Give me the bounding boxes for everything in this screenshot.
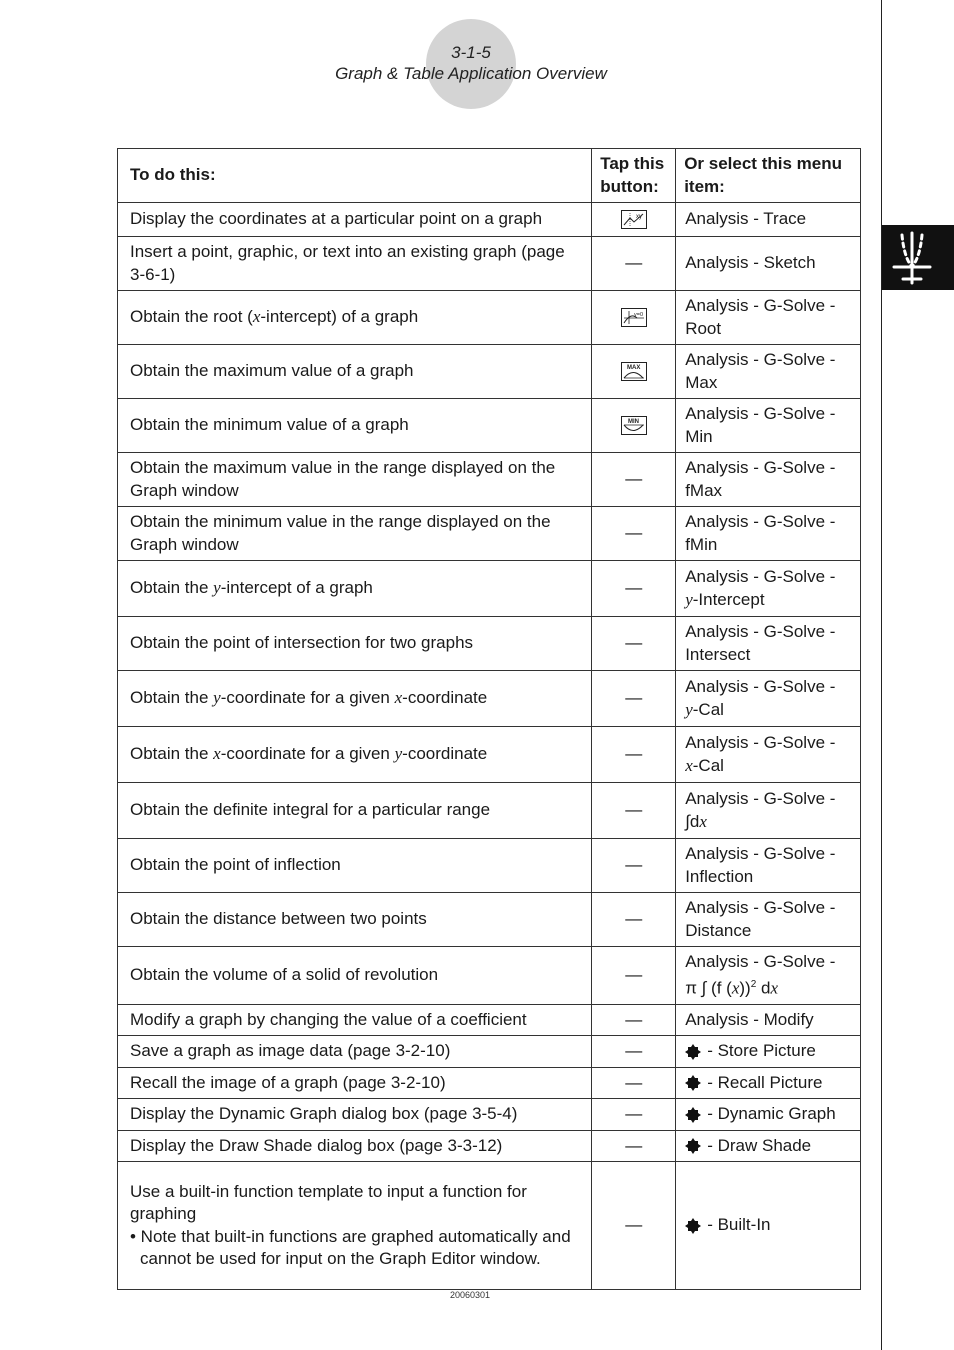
task-cell (118, 561, 592, 617)
menu-text: -Cal (692, 699, 724, 719)
menu-diamond-icon (685, 1075, 701, 1091)
table-row (118, 1004, 861, 1036)
menu-text: -Cal (692, 755, 724, 775)
task-text: Obtain the (130, 688, 214, 708)
task-cell: Obtain the distance between two points (118, 893, 592, 947)
menu-var: y (685, 699, 693, 719)
task-cell (118, 727, 592, 783)
menu-var: y (685, 589, 693, 609)
task-cell: Insert a point, graphic, or text into an existing graph (page 3-6-1) (118, 237, 592, 291)
task-cell: Obtain the volume of a solid of revolution (118, 947, 592, 1005)
task-text: Obtain the (130, 744, 214, 764)
table-row (118, 399, 861, 453)
table-row (118, 561, 861, 617)
task-text: -coordinate (402, 744, 488, 764)
menu-text: - Recall Picture (707, 1072, 823, 1092)
task-cell (118, 291, 592, 345)
task-text: Obtain the root ( (130, 307, 253, 327)
task-text: -coordinate (402, 688, 488, 708)
task-cell (118, 671, 592, 727)
button-cell (592, 345, 676, 399)
task-text: -coordinate for a given (220, 744, 395, 764)
menu-var: x (731, 978, 740, 998)
menu-diamond-icon (685, 1107, 701, 1123)
menu-cell: Analysis - G-Solve - fMax (676, 453, 861, 507)
menu-cell: Analysis - G-Solve - Distance (676, 893, 861, 947)
button-cell: — (592, 839, 676, 893)
footer-code: 20060301 (449, 1290, 491, 1300)
button-cell: — (592, 237, 676, 291)
menu-var: x (699, 811, 707, 831)
table-header-row (118, 149, 861, 203)
button-cell: — (592, 1067, 676, 1099)
menu-text: Analysis - G-Solve - (685, 567, 836, 586)
menu-formula (685, 974, 852, 1000)
button-cell: — (592, 1130, 676, 1162)
menu-diamond-icon (685, 1044, 701, 1060)
page-title: Graph & Table Application Overview (335, 64, 607, 83)
menu-cell (676, 783, 861, 839)
menu-text: Analysis - G-Solve - ∫d (685, 789, 836, 831)
table-row (118, 727, 861, 783)
button-cell (592, 399, 676, 453)
button-cell: — (592, 1036, 676, 1068)
button-cell: — (592, 1004, 676, 1036)
chapter-side-tab (882, 225, 954, 290)
table-row (118, 237, 861, 291)
table-row (118, 1130, 861, 1162)
task-cell: Obtain the definite integral for a particular range (118, 783, 592, 839)
table-row (118, 839, 861, 893)
menu-cell (676, 1099, 861, 1131)
task-text: -intercept of a graph (220, 578, 373, 598)
menu-cell: Analysis - G-Solve - Intersect (676, 617, 861, 671)
table-row (118, 947, 861, 1005)
menu-cell (676, 727, 861, 783)
table-row (118, 1162, 861, 1290)
task-cell: Save a graph as image data (page 3-2-10) (118, 1036, 592, 1068)
button-cell: — (592, 947, 676, 1005)
menu-text: -Intercept (692, 589, 765, 609)
task-text: Obtain the (130, 578, 214, 598)
menu-cell: Analysis - G-Solve - Max (676, 345, 861, 399)
menu-cell (676, 671, 861, 727)
button-cell (592, 291, 676, 345)
menu-cell (676, 1067, 861, 1099)
menu-diamond-icon (685, 1138, 701, 1154)
button-cell: — (592, 507, 676, 561)
task-note: • Note that built-in functions are graphed automatically and cannot be used for input on the Graph Editor window. (130, 1226, 571, 1269)
task-text: -intercept) of a graph (260, 307, 419, 327)
menu-text: )) (739, 978, 751, 998)
table-row (118, 291, 861, 345)
table-row (118, 671, 861, 727)
table-row (118, 453, 861, 507)
menu-cell: Analysis - G-Solve - Min (676, 399, 861, 453)
button-cell: — (592, 1099, 676, 1131)
task-var: x (394, 688, 403, 708)
menu-cell (676, 561, 861, 617)
task-cell: Obtain the maximum value of a graph (118, 345, 592, 399)
table-row (118, 893, 861, 947)
menu-var: x (770, 978, 778, 998)
task-cell (118, 1162, 592, 1290)
svg-text:MIN: MIN (627, 419, 639, 426)
task-cell: Recall the image of a graph (page 3-2-10) (118, 1067, 592, 1099)
menu-text: - Draw Shade (707, 1135, 812, 1155)
svg-text:xy: xy (635, 214, 642, 221)
task-cell: Obtain the point of inflection (118, 839, 592, 893)
table-row (118, 345, 861, 399)
task-var: x (252, 307, 261, 327)
button-cell: — (592, 453, 676, 507)
menu-text: Analysis - G-Solve - (685, 733, 836, 752)
header-task: To do this: (118, 149, 592, 203)
button-cell: — (592, 617, 676, 671)
task-cell: Obtain the point of intersection for two graphs (118, 617, 592, 671)
menu-text: - Store Picture (707, 1041, 816, 1061)
right-margin-rule (881, 0, 882, 1350)
table-row (118, 783, 861, 839)
menu-cell: Analysis - Sketch (676, 237, 861, 291)
menu-cell (676, 947, 861, 1005)
menu-text: - Dynamic Graph (707, 1104, 836, 1124)
task-var: x (213, 744, 221, 764)
menu-diamond-icon (685, 1218, 701, 1234)
table-row (118, 507, 861, 561)
header-menu: Or select this menu item: (676, 149, 861, 203)
header-button: Tap this button: (592, 149, 676, 203)
menu-cell: Analysis - Modify (676, 1004, 861, 1036)
menu-text: d (756, 978, 771, 998)
table-row (118, 203, 861, 237)
operations-table (117, 148, 861, 1290)
menu-cell: Analysis - Trace (676, 203, 861, 237)
min-icon[interactable] (621, 416, 647, 435)
task-var: y (394, 744, 403, 764)
task-cell: Display the Dynamic Graph dialog box (page 3-5-4) (118, 1099, 592, 1131)
menu-text: Analysis - G-Solve - (685, 677, 836, 696)
button-cell (592, 203, 676, 237)
task-var: y (213, 578, 221, 598)
table-row (118, 1036, 861, 1068)
table-row (118, 617, 861, 671)
menu-var: x (685, 755, 693, 775)
root-icon[interactable] (621, 308, 647, 327)
button-cell: — (592, 727, 676, 783)
page-number: 3-1-5 (451, 43, 491, 62)
menu-cell (676, 1130, 861, 1162)
menu-text: - Built-In (707, 1215, 771, 1235)
button-cell: — (592, 561, 676, 617)
button-cell: — (592, 1162, 676, 1290)
svg-text:MAX: MAX (626, 365, 641, 372)
menu-superscript: 2 (750, 978, 757, 990)
task-cell: Obtain the minimum value in the range displayed on the Graph window (118, 507, 592, 561)
trace-icon[interactable] (621, 210, 647, 229)
svg-text:y=0: y=0 (633, 312, 643, 319)
task-cell: Obtain the maximum value in the range displayed on the Graph window (118, 453, 592, 507)
task-var: y (213, 688, 221, 708)
task-cell: Modify a graph by changing the value of a coefficient (118, 1004, 592, 1036)
menu-cell: Analysis - G-Solve - fMin (676, 507, 861, 561)
button-cell: — (592, 783, 676, 839)
task-text: Use a built-in function template to input a function for graphing (130, 1181, 527, 1224)
menu-cell (676, 1036, 861, 1068)
button-cell: — (592, 893, 676, 947)
table-row (118, 1067, 861, 1099)
task-cell: Display the coordinates at a particular point on a graph (118, 203, 592, 237)
menu-text: π ∫ (f ( (685, 978, 732, 998)
menu-text: Analysis - G-Solve - (685, 952, 836, 971)
menu-cell: Analysis - G-Solve - Root (676, 291, 861, 345)
graph-app-icon (890, 229, 938, 287)
max-icon[interactable] (621, 362, 647, 381)
task-cell: Display the Draw Shade dialog box (page 3-3-12) (118, 1130, 592, 1162)
task-text: -coordinate for a given (220, 688, 395, 708)
menu-cell: Analysis - G-Solve - Inflection (676, 839, 861, 893)
table-row (118, 1099, 861, 1131)
task-cell: Obtain the minimum value of a graph (118, 399, 592, 453)
button-cell: — (592, 671, 676, 727)
menu-cell (676, 1162, 861, 1290)
